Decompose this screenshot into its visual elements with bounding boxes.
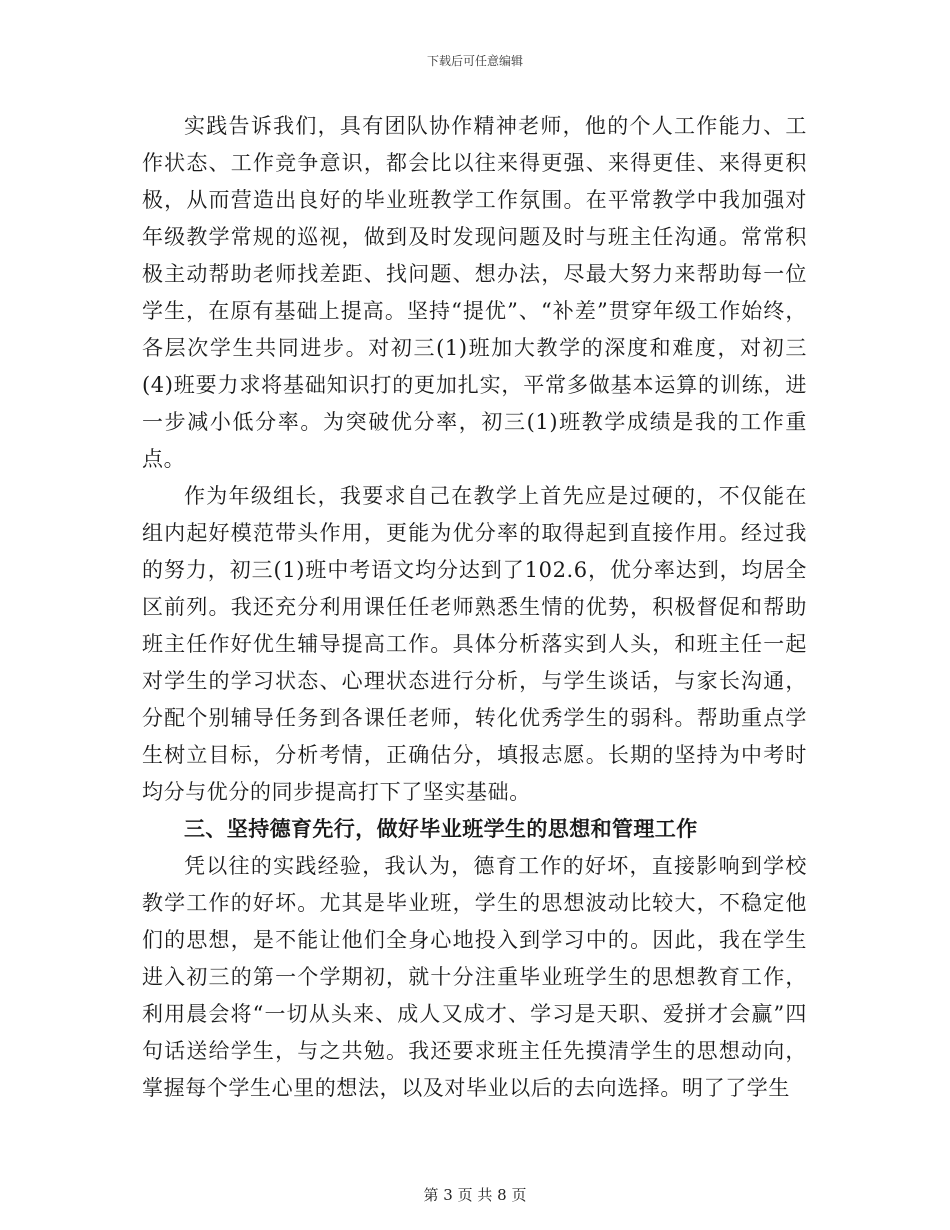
section-heading: 三、坚持德育先行，做好毕业班学生的思想和管理工作 <box>184 817 698 841</box>
paragraph-grade-leader: 作为年级组长，我要求自己在教学上首先应是过硬的，不仅能在组内起好模范带头作用，更能为优分率的取得起到直接作用。经过我的努力，初三(1)班中考语文均分达到了102.6，优分率达到，均居全区前列。我还充分利用课任任老师熟悉生情的优势，积极督促和帮助班主任作好优生辅导提高工作。具体分析落实到人头，和班主任一起对学生的学习状态、心理状态进行分析，与学生谈话，与家长沟通，分配个别辅导任务到各课任老师，转化优秀学生的弱科。帮助重点学生树立目标，分析考情，正确估分，填报志愿。长期的坚持为中考时均分与优分的同步提高打下了坚实基础。 <box>142 484 807 804</box>
page-header-note: 下载后可任意编辑 <box>426 54 523 68</box>
paragraph-teamwork: 实践告诉我们，具有团队协作精神老师，他的个人工作能力、工作状态、工作竞争意识，都会比以往来得更强、来得更佳、来得更积极，从而营造出良好的毕业班教学工作氛围。在平常教学中我加强对年级教学常规的巡视，做到及时发现问题及时与班主任沟通。常常积极主动帮助老师找差距、找问题、想办法，尽最大努力来帮助每一位学生，在原有基础上提高。坚持“提优”、“补差”贯穿年级工作始终，各层次学生共同进步。对初三(1)班加大教学的深度和难度，对初三(4)班要力求将基础知识打的更加扎实，平常多做基本运算的训练，进一步减小低分率。为突破优分率，初三(1)班教学成绩是我的工作重点。 <box>142 114 807 471</box>
page-number: 第 3 页 共 8 页 <box>423 1186 527 1204</box>
document-body <box>142 108 807 1107</box>
paragraph-moral-education: 凭以往的实践经验，我认为，德育工作的好坏，直接影响到学校教学工作的好坏。尤其是毕业班，学生的思想波动比较大，不稳定他们的思想，是不能让他们全身心地投入到学习中的。因此，我在学生进入初三的第一个学期初，就十分注重毕业班学生的思想教育工作，利用晨会将“一切从头来、成人又成才、学习是天职、爱拼才会赢”四句话送给学生，与之共勉。我还要求班主任先摸清学生的思想动向，掌握每个学生心里的想法，以及对毕业以后的去向选择。明了了学生 <box>142 854 807 1100</box>
